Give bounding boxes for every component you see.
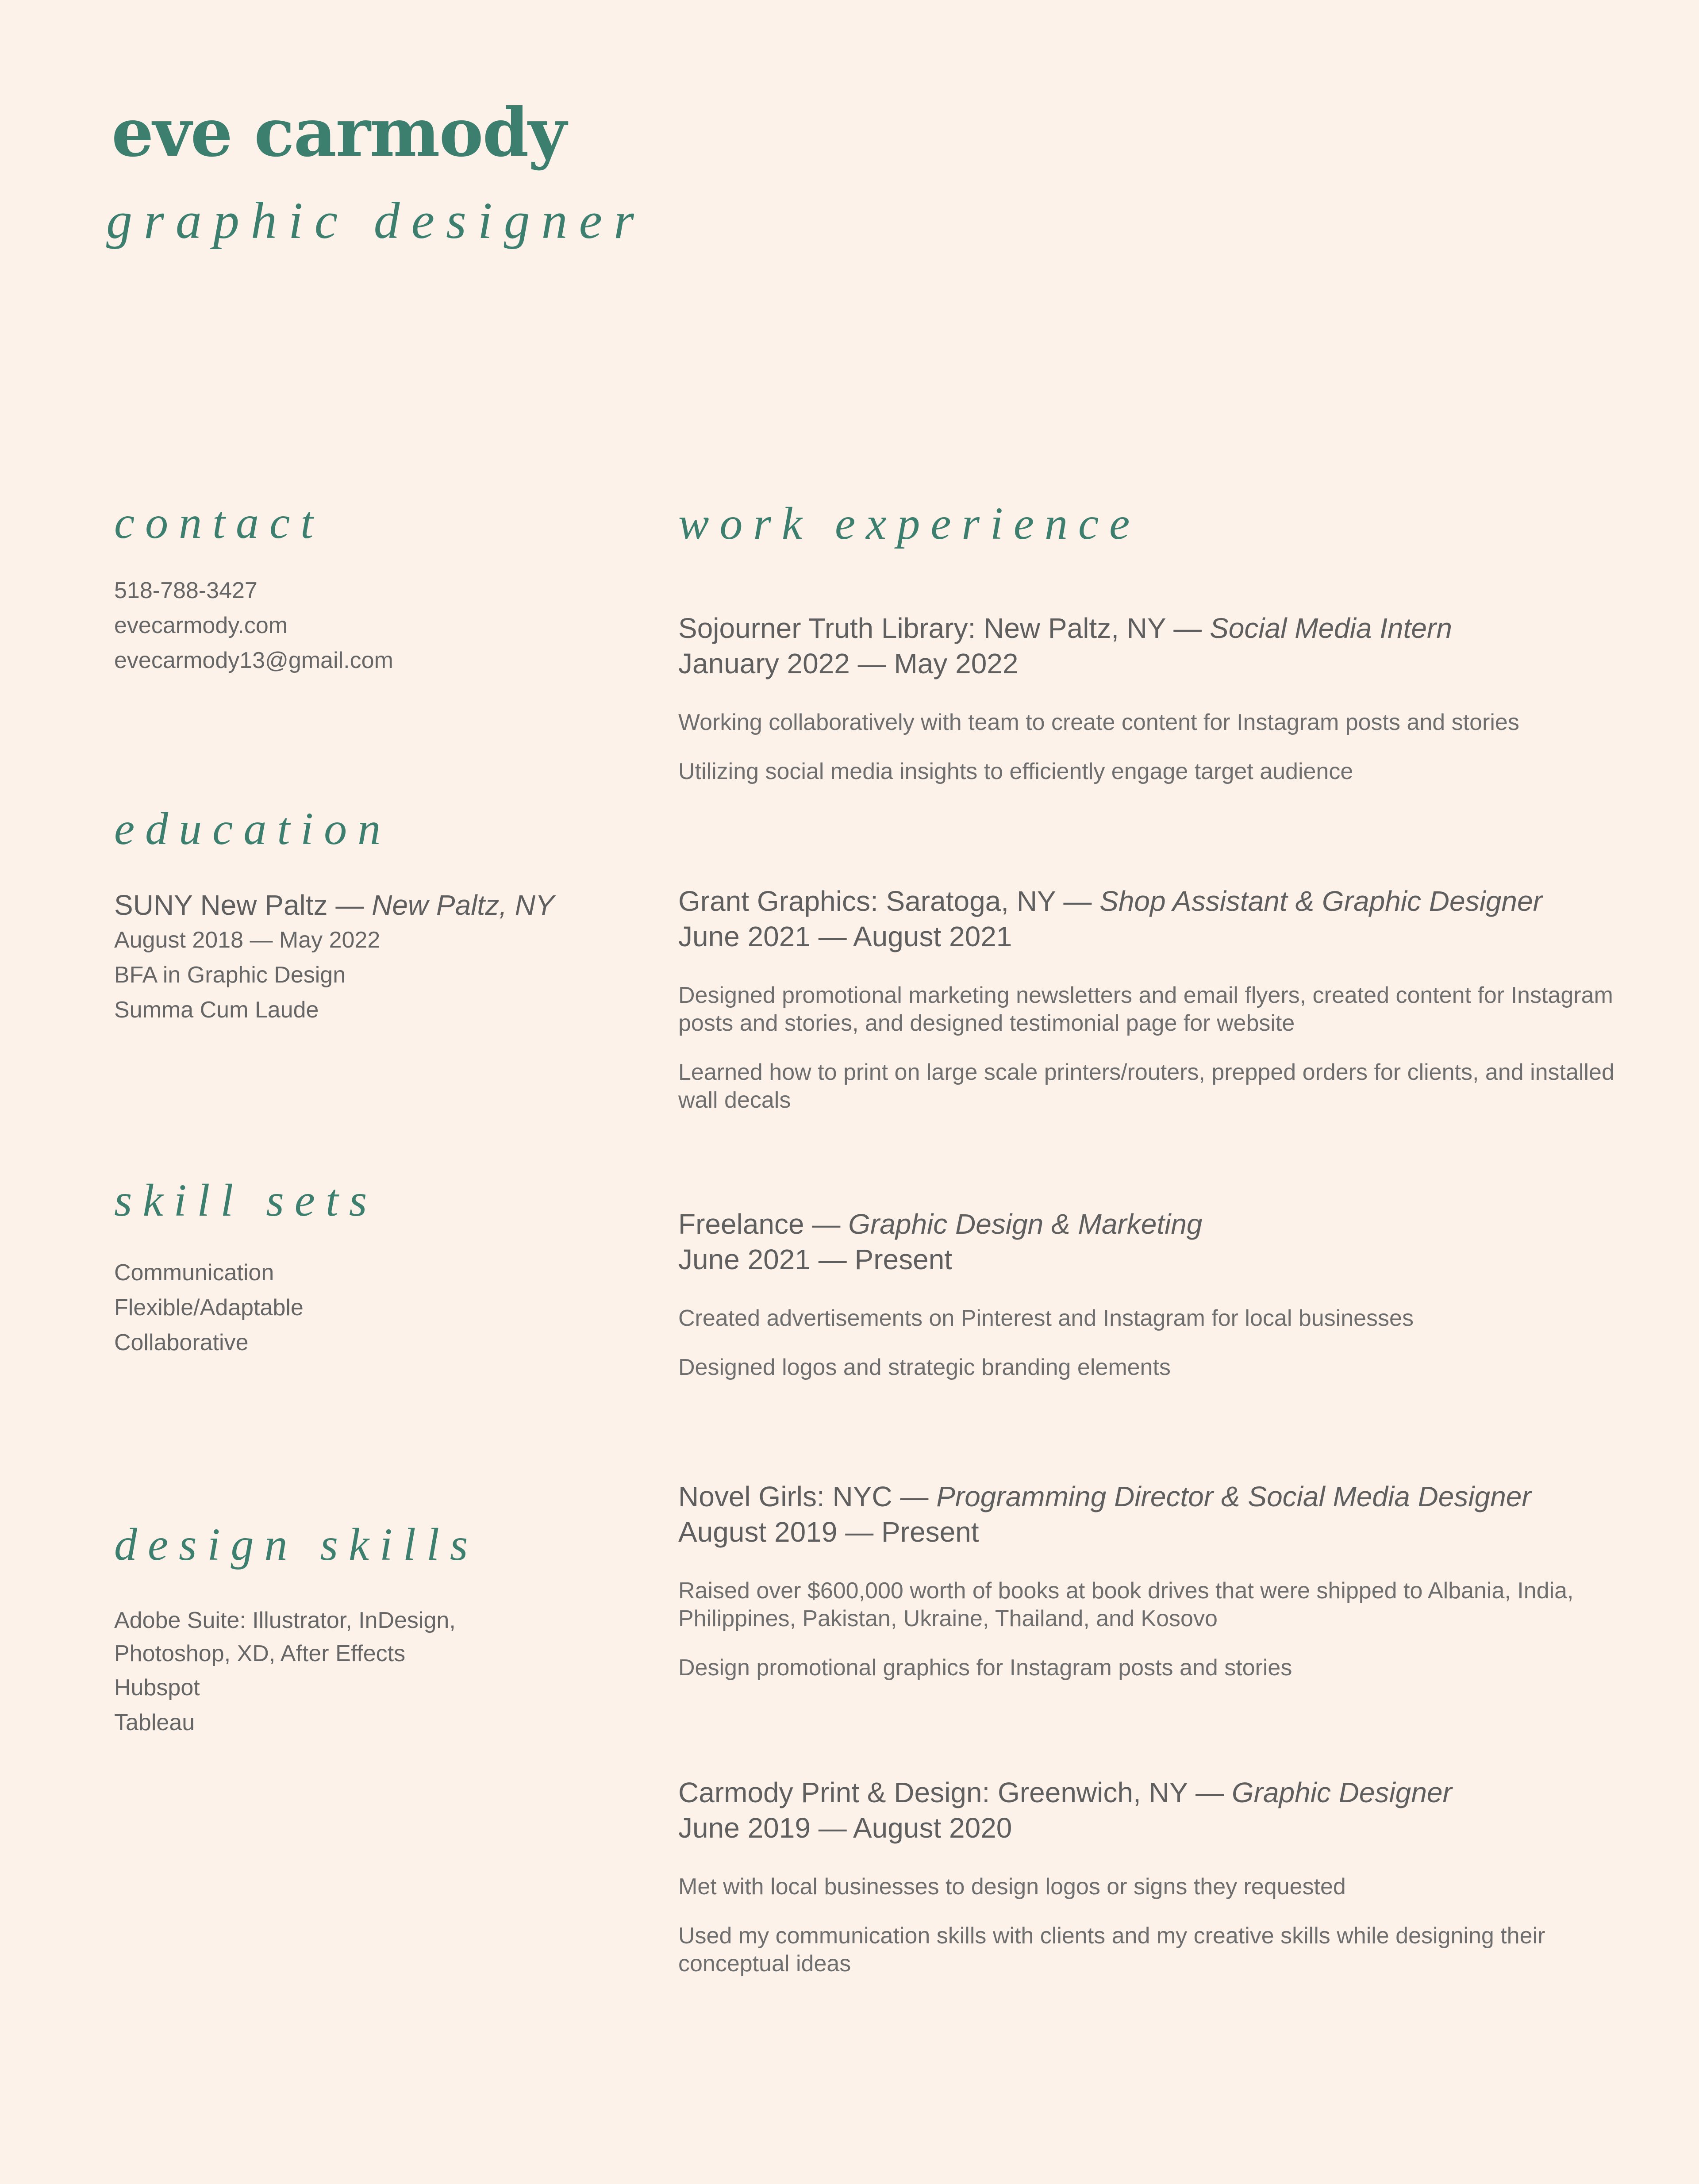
job-role: Programming Director & Social Media Designer xyxy=(936,1481,1531,1512)
job-bullet: Design promotional graphics for Instagram posts and stories xyxy=(678,1655,1292,1681)
education-school-line xyxy=(114,887,623,923)
contact-heading: contact xyxy=(114,497,324,548)
job-dates: January 2022 — May 2022 xyxy=(678,648,1019,679)
job-dates: August 2019 — Present xyxy=(678,1516,979,1548)
work-experience-heading: work experience xyxy=(678,498,1141,549)
design-skills-list xyxy=(114,1604,512,1740)
contact-details xyxy=(114,573,623,678)
contact-website: evecarmody.com xyxy=(114,613,288,638)
job-org: Novel Girls: NYC xyxy=(678,1481,892,1512)
job-dates: June 2021 — Present xyxy=(678,1244,953,1275)
job-bullet: Raised over $600,000 worth of books at book drives that were shipped to Albania, India, Philippines, Pakistan, Ukraine, Thailand, and Kosovo xyxy=(678,1578,1574,1631)
skill-item: Flexible/Adaptable xyxy=(114,1295,304,1320)
skill-sets-heading: skill sets xyxy=(114,1175,378,1226)
education-school: SUNY New Paltz xyxy=(114,889,328,921)
job-bullet: Met with local businesses to design logos or signs they requested xyxy=(678,1874,1346,1900)
work-experience-section xyxy=(678,498,1630,549)
resume-name: eve carmody xyxy=(111,94,566,172)
education-section xyxy=(114,803,623,854)
design-skill-item: Adobe Suite: Illustrator, InDesign, Photoshop, XD, After Effects xyxy=(114,1608,456,1666)
job-dash: — xyxy=(1173,612,1210,644)
job-org: Carmody Print & Design: Greenwich, NY xyxy=(678,1777,1188,1808)
skill-item: Collaborative xyxy=(114,1330,249,1355)
design-skills-section xyxy=(114,1519,623,1570)
job-bullet: Used my communication skills with clients and my creative skills while designing their conceptual ideas xyxy=(678,1923,1545,1977)
job-bullet: Created advertisements on Pinterest and Instagram for local businesses xyxy=(678,1305,1414,1331)
job-bullet: Learned how to print on large scale printers/routers, prepped orders for clients, and installed wall decals xyxy=(678,1059,1614,1113)
design-skill-item: Tableau xyxy=(114,1710,195,1735)
job-entry xyxy=(678,1206,1630,1382)
job-entry xyxy=(678,1479,1630,1682)
job-bullet: Designed logos and strategic branding elements xyxy=(678,1355,1171,1380)
design-skills-heading: design skills xyxy=(114,1519,479,1570)
education-dates: August 2018 — May 2022 xyxy=(114,927,381,953)
contact-section xyxy=(114,497,623,548)
job-role: Graphic Design & Marketing xyxy=(848,1208,1203,1240)
job-bullet: Utilizing social media insights to efficiently engage target audience xyxy=(678,759,1353,784)
job-org: Freelance xyxy=(678,1208,804,1240)
skill-sets-section xyxy=(114,1175,623,1226)
skill-sets-list xyxy=(114,1255,623,1360)
job-role: Graphic Designer xyxy=(1231,1777,1452,1808)
job-role: Shop Assistant & Graphic Designer xyxy=(1099,885,1542,917)
job-entry xyxy=(678,1775,1630,1978)
job-title-line xyxy=(678,610,1630,646)
job-dash: — xyxy=(900,1481,937,1512)
resume-title: graphic designer xyxy=(106,192,646,249)
job-title-line xyxy=(678,1206,1630,1242)
contact-email: evecarmody13@gmail.com xyxy=(114,648,393,673)
job-entry xyxy=(678,610,1630,786)
job-org: Sojourner Truth Library: New Paltz, NY xyxy=(678,612,1166,644)
job-role: Social Media Intern xyxy=(1210,612,1452,644)
education-degree: BFA in Graphic Design xyxy=(114,962,346,988)
education-honors: Summa Cum Laude xyxy=(114,997,319,1023)
job-org: Grant Graphics: Saratoga, NY xyxy=(678,885,1056,917)
job-dash: — xyxy=(1063,885,1100,917)
job-dash: — xyxy=(1195,1777,1232,1808)
job-bullet: Working collaboratively with team to create content for Instagram posts and stories xyxy=(678,710,1519,735)
education-location: New Paltz, NY xyxy=(372,889,554,921)
job-title-line xyxy=(678,1479,1630,1514)
design-skill-item: Hubspot xyxy=(114,1675,200,1700)
job-title-line xyxy=(678,1775,1630,1810)
job-dash: — xyxy=(812,1208,849,1240)
skill-item: Communication xyxy=(114,1260,274,1286)
education-heading: education xyxy=(114,803,392,854)
job-bullet: Designed promotional marketing newsletters and email flyers, created content for Instagram posts and stories, and designed testimonial page for website xyxy=(678,983,1613,1036)
job-title-line xyxy=(678,883,1630,919)
education-details xyxy=(114,887,623,1028)
contact-phone: 518-788-3427 xyxy=(114,578,258,603)
job-entry xyxy=(678,883,1630,1114)
education-dash: — xyxy=(335,889,372,921)
job-dates: June 2019 — August 2020 xyxy=(678,1812,1012,1844)
job-dates: June 2021 — August 2021 xyxy=(678,921,1012,952)
